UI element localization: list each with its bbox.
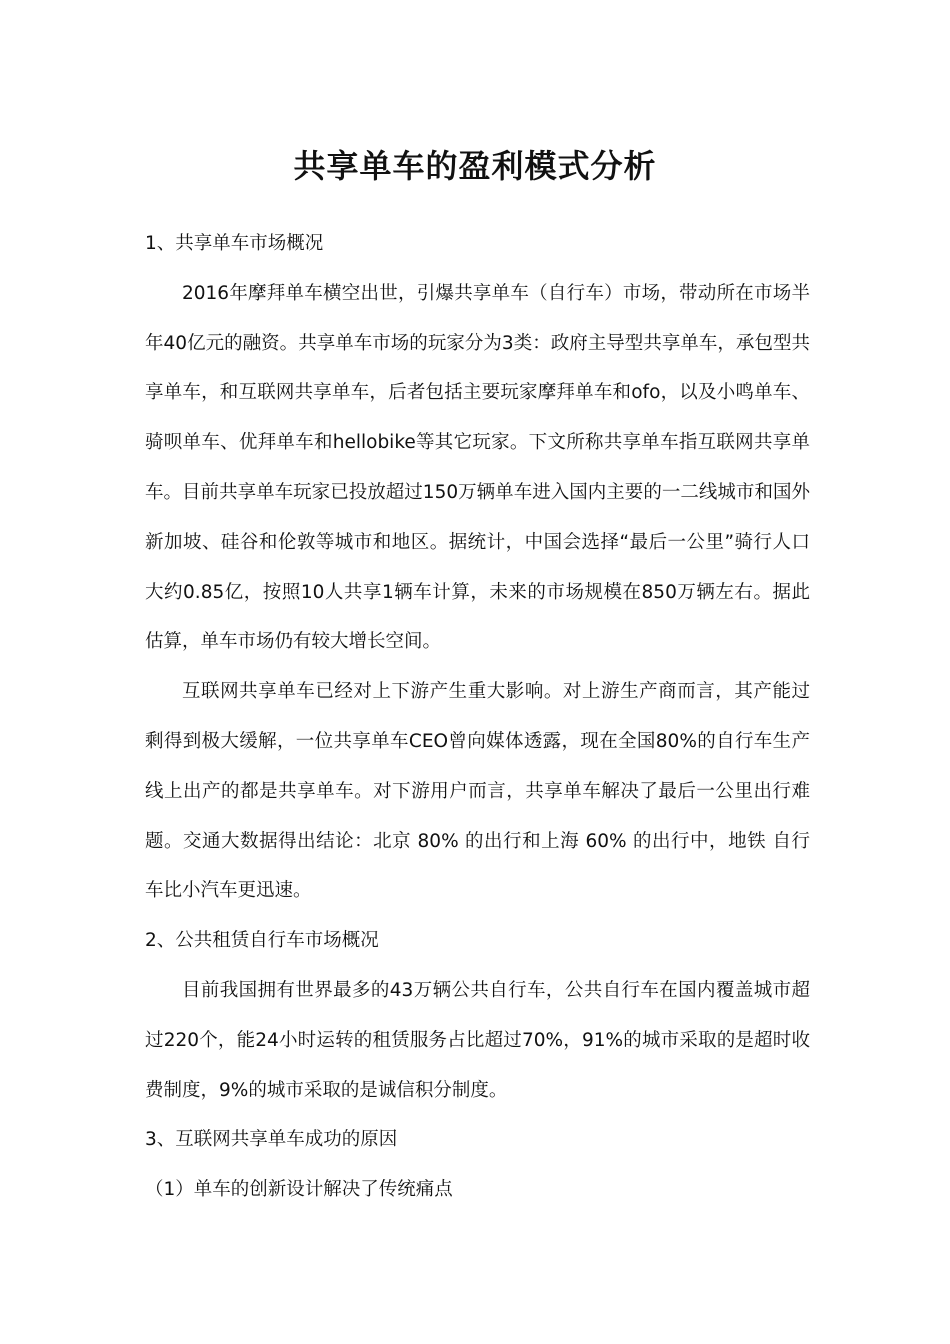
document-body — [145, 219, 810, 1215]
paragraph-public-bikes: 目前我国拥有世界最多的43万辆公共自行车，公共自行车在国内覆盖城市超过220个，能24小时运转的租赁服务占比超过70%，91%的城市采取的是超时收费制度，9%的城市采取的是诚信积分制度。 — [145, 979, 810, 1101]
section-heading-1: 1、共享单车市场概况 — [145, 233, 324, 254]
paragraph-industry-impact: 互联网共享单车已经对上下游产生重大影响。对上游生产商而言，其产能过剩得到极大缓解，一位共享单车CEO曾向媒体透露，现在全国80%的自行车生产线上出产的都是共享单车。对下游用户而言，共享单车解决了最后一公里出行难题。交通大数据得出结论：北京 80% 的出行和上海 60% 的出行中，地铁 自行车比小汽车更迅速。 — [145, 681, 810, 902]
subheading-innovative-design: （1）单车的创新设计解决了传统痛点 — [145, 1179, 453, 1201]
section-heading-2: 2、公共租赁自行车市场概况 — [145, 930, 379, 952]
page-title: 共享单车的盈利模式分析 — [293, 147, 657, 185]
paragraph-market-overview: 2016年摩拜单车横空出世，引爆共享单车（自行车）市场，带动所在市场半年40亿元的融资。共享单车市场的玩家分为3类：政府主导型共享单车，承包型共享单车，和互联网共享单车，后者包括主要玩家摩拜单车和ofo，以及小鸣单车、骑呗单车、优拜单车和hellobike等其它玩家。下文所称共享单车指互联网共享单车。目前共享单车玩家已投放超过150万辆单车进入国内主要的一二线城市和国外新加坡、硅谷和伦敦等城市和地区。据统计，中国会选择“最后一公里”骑行人口大约0.85亿，按照10人共享1辆车计算，未来的市场规模在850万辆左右。据此估算，单车市场仍有较大增长空间。 — [145, 282, 810, 653]
section-heading-3: 3、互联网共享单车成功的原因 — [145, 1129, 398, 1151]
